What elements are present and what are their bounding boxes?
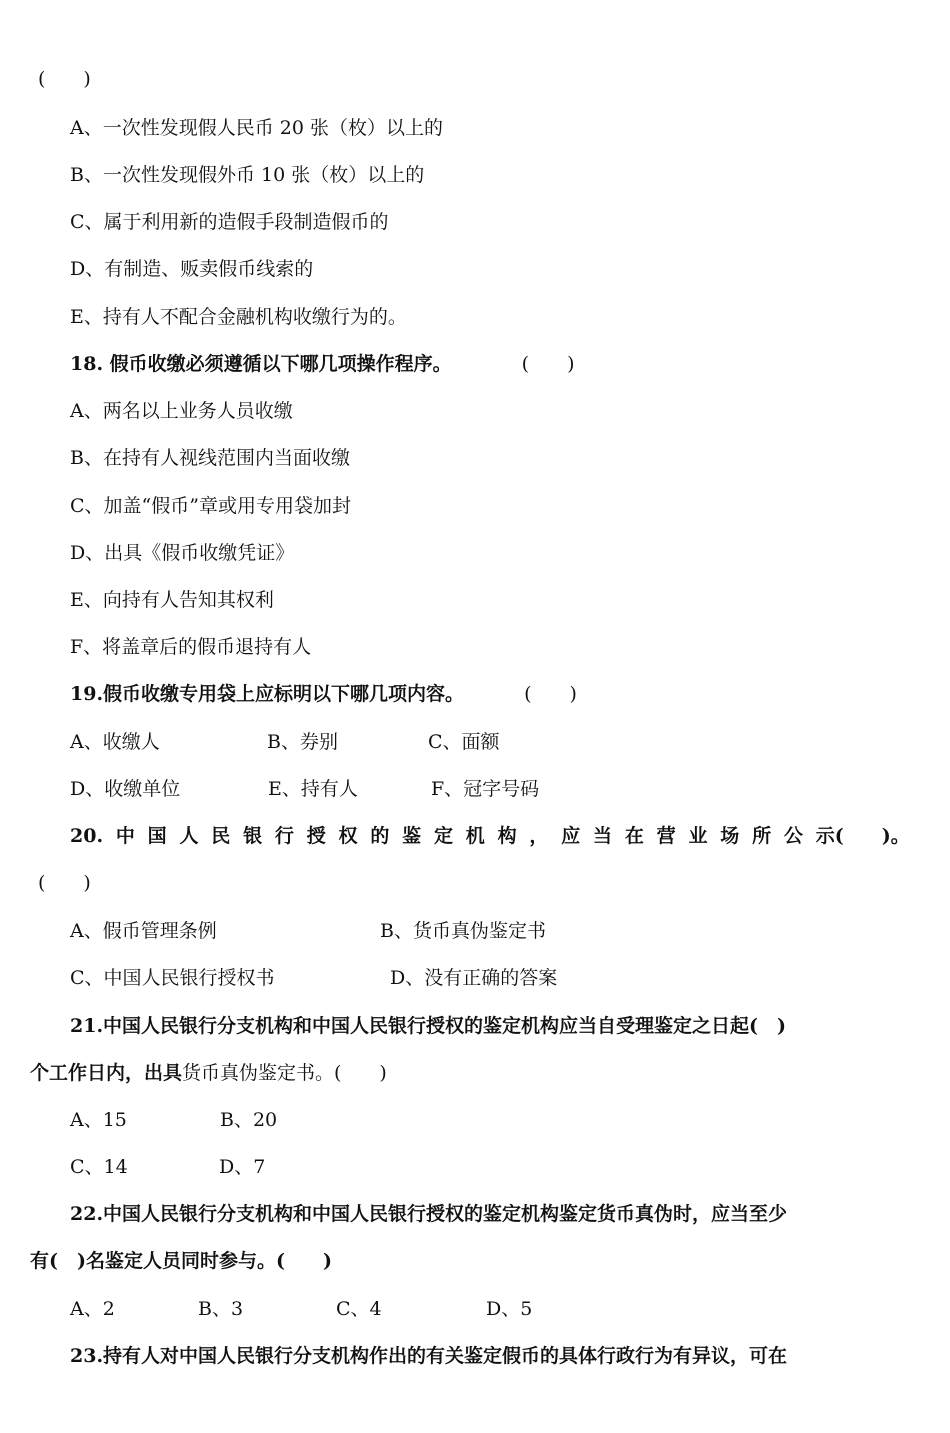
- q20-char: 权: [338, 825, 358, 847]
- q20-char: 中: [115, 825, 135, 847]
- q20-char: 定: [433, 825, 453, 847]
- q19-option-c: C、面额: [428, 731, 500, 753]
- q17-option-a: A、一次性发现假人民币 20 张（枚）以上的: [70, 117, 443, 139]
- lead-bracket: ( ): [38, 68, 91, 90]
- q22-option-a: A、2: [70, 1298, 115, 1320]
- q19-option-e: E、持有人: [268, 778, 358, 800]
- q21-line-2-bold: 个工作日内，出具: [30, 1062, 183, 1084]
- q20-char: 人: [179, 825, 199, 847]
- q20-char: 当: [593, 825, 613, 847]
- q20-option-b: B、货币真伪鉴定书: [380, 920, 546, 942]
- q20-char: 鉴: [402, 825, 422, 847]
- q20-char: 20.: [70, 825, 104, 847]
- q22-question-line-1: 22.中国人民银行分支机构和中国人民银行授权的鉴定机构鉴定货币真伪时，应当至少: [70, 1203, 788, 1225]
- q18-option-a: A、两名以上业务人员收缴: [70, 400, 293, 422]
- q20-option-a: A、假币管理条例: [70, 920, 217, 942]
- q20-char: 场: [720, 825, 740, 847]
- q19-bracket: ( ): [524, 683, 577, 705]
- q21-option-a: A、15: [70, 1109, 127, 1131]
- q20-char: 在: [624, 825, 644, 847]
- q23-question-line-1: 23.持有人对中国人民银行分支机构作出的有关鉴定假币的具体行政行为有异议，可在: [70, 1345, 788, 1367]
- q20-question: [70, 821, 910, 851]
- q18-option-c: C、加盖“假币”章或用专用袋加封: [70, 495, 351, 517]
- q20-bracket: ( ): [38, 872, 91, 894]
- q21-line-2-normal: 货币真伪鉴定书。( ): [182, 1062, 387, 1084]
- q20-char: 营: [656, 825, 676, 847]
- q18-text: 18. 假币收缴必须遵循以下哪几项操作程序。: [70, 353, 452, 375]
- q20-char: 业: [688, 825, 708, 847]
- q18-option-b: B、在持有人视线范围内当面收缴: [70, 447, 350, 469]
- q18-option-d: D、出具《假币收缴凭证》: [70, 542, 295, 564]
- q20-char: 的: [370, 825, 390, 847]
- q20-char: 所: [752, 825, 772, 847]
- q21-option-c: C、14: [70, 1156, 128, 1178]
- q20-option-d: D、没有正确的答案: [390, 967, 558, 989]
- q17-option-e: E、持有人不配合金融机构收缴行为的。: [70, 306, 407, 328]
- q21-question-line-2: [30, 1058, 387, 1088]
- q20-char: 民: [211, 825, 231, 847]
- q22-option-c: C、4: [336, 1298, 382, 1320]
- q20-char: 授: [306, 825, 326, 847]
- q18-bracket: ( ): [521, 353, 575, 375]
- q21-option-b: B、20: [220, 1109, 278, 1131]
- q19-option-b: B、券别: [267, 731, 338, 753]
- q22-question-line-2: 有( )名鉴定人员同时参与。( ): [30, 1250, 332, 1272]
- q19-option-a: A、收缴人: [70, 731, 160, 753]
- q20-char: 示( )。: [815, 825, 910, 847]
- q18-option-f: F、将盖章后的假币退持有人: [70, 636, 312, 658]
- q21-option-d: D、7: [219, 1156, 266, 1178]
- q20-char: 银: [243, 825, 263, 847]
- q19-option-f: F、冠字号码: [431, 778, 540, 800]
- q20-char: 行: [274, 825, 294, 847]
- q22-option-b: B、3: [198, 1298, 244, 1320]
- q22-option-d: D、5: [486, 1298, 533, 1320]
- q18-option-e: E、向持有人告知其权利: [70, 589, 274, 611]
- q17-option-b: B、一次性发现假外币 10 张（枚）以上的: [70, 164, 425, 186]
- q20-option-c: C、中国人民银行授权书: [70, 967, 275, 989]
- q20-char: 应: [561, 825, 581, 847]
- q18-question: [70, 349, 575, 379]
- q19-option-d: D、收缴单位: [70, 778, 181, 800]
- q19-question: [70, 679, 577, 709]
- q20-char: 构: [497, 825, 517, 847]
- q19-text: 19.假币收缴专用袋上应标明以下哪几项内容。: [70, 683, 465, 705]
- q20-char: 机: [465, 825, 485, 847]
- q20-char: ，: [529, 825, 549, 847]
- q17-option-d: D、有制造、贩卖假币线索的: [70, 258, 314, 280]
- q21-question-line-1: 21.中国人民银行分支机构和中国人民银行授权的鉴定机构应当自受理鉴定之日起( ): [70, 1015, 787, 1037]
- q20-char: 公: [783, 825, 803, 847]
- q20-char: 国: [147, 825, 167, 847]
- q17-option-c: C、属于利用新的造假手段制造假币的: [70, 211, 389, 233]
